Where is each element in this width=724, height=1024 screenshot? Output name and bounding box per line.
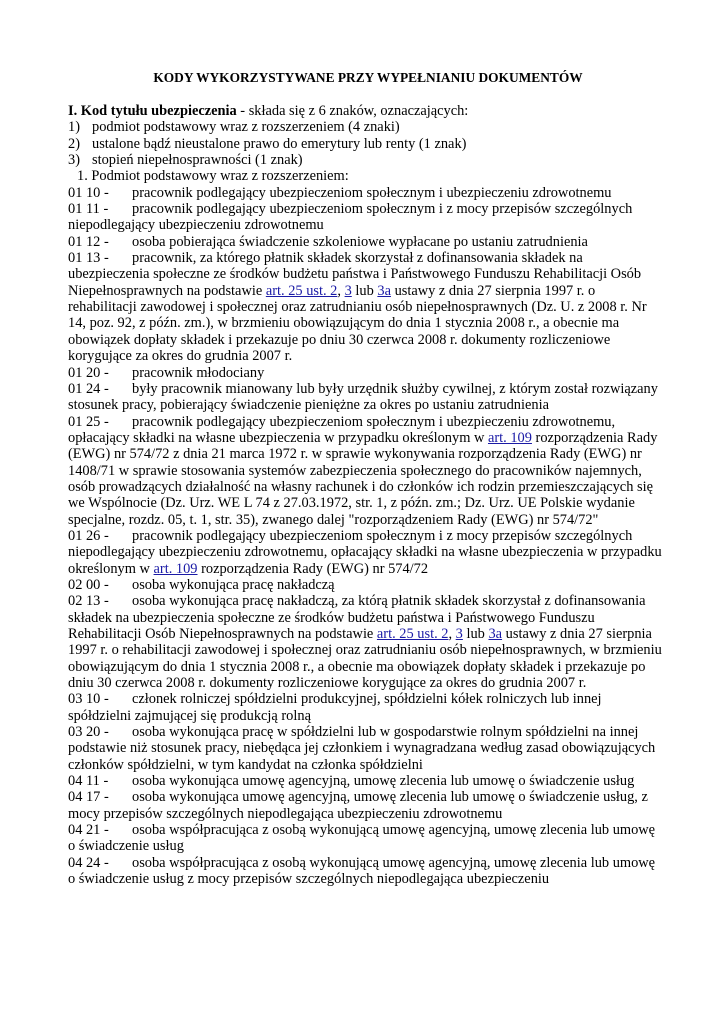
code-number: 01 10 - bbox=[68, 184, 109, 201]
code-text: osoba wykonująca umowę agencyjną, umowę zlecenia lub umowę o świadczenie usług, z mocy przepisów szczególnych niepodlegająca ubezpieczeniu zdrowotnemu bbox=[68, 789, 648, 822]
code-entry bbox=[68, 789, 664, 822]
list-item: 2) ustalone bądź nieustalone prawo do emerytury lub renty (1 znak) bbox=[68, 135, 467, 152]
code-text: pracownik podlegający ubezpieczeniom społecznym i z mocy przepisów szczególnych niepodlegający ubezpieczeniu zdrowotnemu bbox=[68, 201, 633, 234]
code-number: 01 26 - bbox=[68, 527, 109, 544]
code-text: osoba współpracująca z osobą wykonującą umowę agencyjną, umowę zlecenia lub umowę o świadczenie usług bbox=[68, 822, 656, 855]
code-entry bbox=[68, 724, 664, 773]
code-number: 01 11 - bbox=[68, 201, 109, 218]
code-entry bbox=[68, 691, 664, 724]
section-label: I. Kod tytułu ubezpieczenia bbox=[68, 103, 237, 119]
list-item: 3) stopień niepełnosprawności (1 znak) bbox=[68, 152, 303, 169]
code-number: 04 17 - bbox=[68, 789, 109, 806]
code-text: były pracownik mianowany lub były urzędnik służby cywilnej, z którym został rozwiązany stosunek pracy, pobierający świadczenie pieniężne za okres po ustaniu zatrudnienia bbox=[68, 380, 658, 414]
code-text: członek rolniczej spółdzielni produkcyjnej, spółdzielni kółek rolniczych lub innej spółdzielni zajmującej się produkcją rolną bbox=[68, 691, 602, 724]
code-text: pracownik młodociany bbox=[132, 364, 265, 381]
list-item: 1) podmiot podstawowy wraz z rozszerzeniem (4 znaki) bbox=[68, 119, 400, 136]
code-text: osoba współpracująca z osobą wykonującą umowę agencyjną, umowę zlecenia lub umowę o świadczenie usług z mocy przepisów szczególnych niepodlegająca ubezpieczeniu bbox=[68, 854, 656, 888]
page-title: KODY WYKORZYSTYWANE PRZY WYPEŁNIANIU DOKUMENTÓW bbox=[153, 70, 583, 85]
code-text: osoba wykonująca pracę w spółdzielni lub w gospodarstwie rolnym spółdzielni na innej podstawie niż stosunek pracy, niebędąca jej członkiem i wynagradzana według zasad obowiązujących członków spółdzielni, w tym kandydat na członka spółdzielni bbox=[68, 724, 656, 773]
code-number: 02 13 - bbox=[68, 593, 109, 610]
code-text: osoba pobierająca świadczenie szkoleniowe wypłacane po ustaniu zatrudnienia bbox=[132, 233, 588, 250]
code-number: 03 10 - bbox=[68, 691, 109, 708]
code-entry: 01 26 - pracownik podlegający ubezpieczeniom społecznym i z mocy przepisów szczególnych niepodlegający ubezpieczeniu zdrowotnemu, opłacający składki na własne ubezpieczenia w przypadku określonym w art. 109 rozporządzenia Rady (EWG) nr 574/72 bbox=[68, 527, 662, 577]
code-text: osoba wykonująca umowę agencyjną, umowę zlecenia lub umowę o świadczenie usług bbox=[132, 773, 635, 790]
code-entry: 01 25 - pracownik podlegający ubezpieczeniom społecznym i ubezpieczeniu zdrowotnemu, opłacający składki na własne ubezpieczenia w przypadku określonym w art. 109 rozporządzenia Rady (EWG) nr 574/72 z dnia 21 marca 1972 r. w sprawie wykonywania rozporządzenia Rady (EWG) nr 1408/71 w sprawie stosowania systemów zabezpieczenia społecznego do pracowników najemnych, osób prowadzących działalność na własny rachunek i do członków ich rodzin przemieszczających się we Wspólnocie (Dz. Urz. WE L 74 z 27.03.1972, str. 1, z późn. zm.; Dz. Urz. UE Polskie wydanie specjalne, rozdz. 05, t. 1, str. 35), zwanego dalej "rozporządzeniem Rady (EWG) nr 574/72" bbox=[68, 413, 658, 528]
subheading: 1. Podmiot podstawowy wraz z rozszerzeniem: bbox=[77, 168, 349, 185]
code-entry bbox=[68, 822, 664, 855]
code-entry bbox=[68, 773, 664, 789]
code-number: 01 24 - bbox=[68, 380, 109, 397]
code-entry bbox=[68, 185, 664, 201]
law-link-3[interactable]: 3 bbox=[344, 282, 352, 299]
code-number: 04 24 - bbox=[68, 854, 109, 871]
law-link-3[interactable]: 3 bbox=[455, 626, 463, 642]
law-link-art25[interactable]: art. 25 ust. 2 bbox=[376, 626, 449, 642]
code-number: 04 11 - bbox=[68, 773, 109, 790]
code-entry: 02 13 - osoba wykonująca pracę nakładczą, za którą płatnik składek skorzystał z dofinansowania składek na ubezpieczenia społeczne ze środków budżetu państwa i Państwowego Funduszu Rehabilitacji Osób Niepełnosprawnych na podstawie art. 25 ust. 2, 3 lub 3a ustawy z dnia 27 sierpnia 1997 r. o rehabilitacji zawodowej i społecznej oraz zatrudnianiu osób niepełnosprawnych, w brzmieniu obowiązującym do dnia 1 stycznia 2008 r., a obecnie ma obowiązek dopłaty składek i przekazuje po dniu 30 czerwca 2008 r. dokumenty rozliczeniowe korygujące za okres do grudnia 2007 r. bbox=[68, 593, 662, 692]
code-number: 03 20 - bbox=[68, 724, 109, 741]
section-intro: - składa się z 6 znaków, oznaczających: bbox=[236, 103, 469, 119]
code-number: 01 12 - bbox=[68, 233, 109, 250]
code-entry bbox=[68, 855, 664, 888]
law-link-art25[interactable]: art. 25 ust. 2 bbox=[265, 282, 338, 299]
code-entry bbox=[68, 234, 664, 250]
code-entry bbox=[68, 381, 664, 414]
code-number: 01 25 - bbox=[68, 413, 109, 430]
law-link-art109[interactable]: art. 109 bbox=[487, 429, 532, 446]
code-entry bbox=[68, 365, 664, 381]
code-text: osoba wykonująca pracę nakładczą bbox=[132, 576, 335, 593]
code-number: 04 21 - bbox=[68, 822, 109, 839]
code-entry bbox=[68, 577, 664, 593]
code-number: 01 13 - bbox=[68, 250, 109, 267]
code-entry bbox=[68, 201, 664, 234]
section-heading bbox=[68, 103, 664, 119]
code-entry: 01 13 - pracownik, za którego płatnik składek skorzystał z dofinansowania składek na ubezpieczenia społeczne ze środków budżetu państwa i Państwowego Funduszu Rehabilitacji Osób Niepełnosprawnych na podstawie art. 25 ust. 2, 3 lub 3a ustawy z dnia 27 sierpnia 1997 r. o rehabilitacji zawodowej i społecznej oraz zatrudnianiu osób niepełnosprawnych (Dz. U. z 2008 r. Nr 14, poz. 92, z późn. zm.), w brzmieniu obowiązującym do dnia 1 stycznia 2008 r., a obecnie ma obowiązek dopłaty składek i przekazuje po dniu 30 czerwca 2008 r. dokumenty rozliczeniowe korygujące za okres do grudnia 2007 r. bbox=[68, 250, 647, 365]
law-link-3a[interactable]: 3a bbox=[488, 626, 503, 642]
code-number: 01 20 - bbox=[68, 364, 109, 381]
code-number: 02 00 - bbox=[68, 576, 109, 593]
code-text: pracownik podlegający ubezpieczeniom społecznym i ubezpieczeniu zdrowotnemu bbox=[132, 184, 612, 201]
law-link-art109[interactable]: art. 109 bbox=[153, 560, 198, 577]
law-link-3a[interactable]: 3a bbox=[377, 282, 391, 299]
